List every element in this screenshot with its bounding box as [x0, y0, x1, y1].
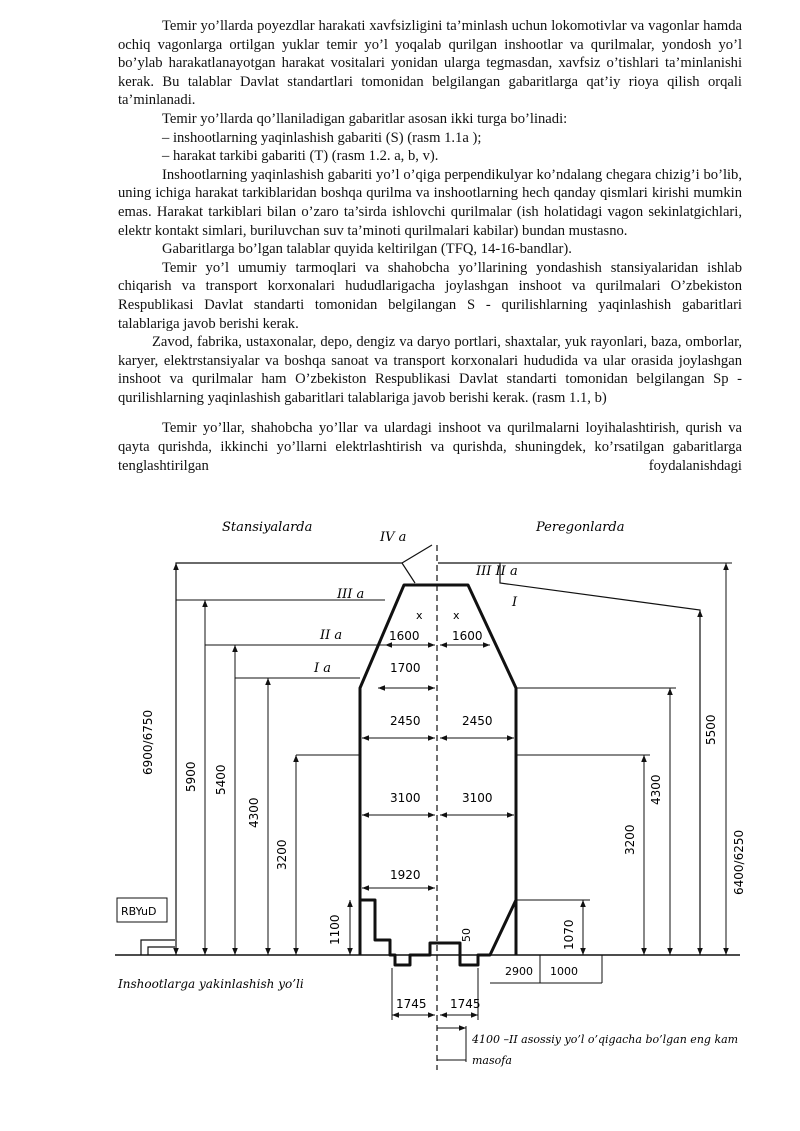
dim-3100-right: 3100 [462, 791, 493, 805]
vdim-1100: 1100 [328, 914, 342, 945]
vdim-50: 50 [460, 928, 473, 942]
vdim-4300-left: 4300 [247, 797, 261, 828]
structure-gauge-contour [360, 585, 516, 955]
dim-1700: 1700 [390, 661, 421, 675]
list-item-t: – harakat tarkibi gabariti (T) (rasm 1.2. a, b, v). [162, 148, 439, 165]
marker-x-right: x [453, 609, 460, 622]
dim-2450-left: 2450 [390, 714, 421, 728]
vdim-5400: 5400 [214, 764, 228, 795]
iva-pointer [402, 545, 432, 563]
paragraph-6: Zavod, fabrika, ustaxonalar, depo, dengiz va daryo portlari, shaxtalar, yuk rayonlari, baza, omborlar, karyer, elektrstansiyalar va boshqa sanoat va transport korxonalari hududida va ular orasida joylashgan inshoot va qurilmalar ham O’zbekiston Respublikasi Davlat standarti tomonidan belgilangan Sp - qurilishlarning yaqinlashish gabaritlari talablariga javob berishi kerak. (rasm 1.1, b) [118, 334, 742, 406]
vdim-6900: 6900/6750 [141, 709, 155, 775]
paragraph-4: Gabaritlarga bo’lgan talablar quyida keltirilgan (TFQ, 14-16-bandlar). [162, 241, 572, 258]
label-IIa: II a [320, 628, 343, 643]
vdim-6400: 6400/6250 [732, 829, 746, 895]
paragraph-1: Temir yo’llarda poyezdlar harakati xavfsizligini ta’minlash uchun lokomotivlar va vagonlar hamda ochiq vagonlarga ortilgan yuklar temir yo’l yoqalab qurilgan inshootlar va qurilmalar, yondosh yo’l bo’ylab harakatlanayotgan harakat vositalari yonidan ularga tegmasdan, xavfsiz o’tishlari ta’minlanishi kerak. Bu talablar Davlat standartlari tomonidan belgilangan gabaritlarga qat’iy rioya qilish orqali ta’minlanadi. [118, 18, 742, 109]
vdim-1070: 1070 [562, 919, 576, 950]
dim-2900: 2900 [505, 965, 533, 978]
vdim-5500: 5500 [704, 714, 718, 745]
body-text [118, 17, 742, 475]
dim-1000: 1000 [550, 965, 578, 978]
hauls-gauge-outline [438, 563, 700, 955]
list-item-s: – inshootlarning yaqinlashish gabariti (S) (rasm 1.1a ); [162, 129, 482, 146]
heading-hauls: Peregonlarda [536, 520, 625, 535]
min-distance-note: 4100 –II asossiy yo’l o’qigacha bo’lgan eng kam [472, 1033, 739, 1046]
dim-1745-right: 1745 [450, 997, 481, 1011]
label-Ia: I a [314, 661, 332, 676]
dim-1600-right: 1600 [452, 629, 483, 643]
heading-stations: Stansiyalarda [222, 520, 313, 535]
vdim-3200-right: 3200 [623, 824, 637, 855]
label-IVa: IV a [380, 530, 407, 545]
dim-1600-left: 1600 [389, 629, 420, 643]
paragraph-5: Temir yo’l umumiy tarmoqlari va shahobcha yo’llarining yondashish stansiyalaridan ishlab chiqarish va transport korxonalari hududlarigacha joylashgan inshoot va qurilmalari O’zbekiston Respublikasi Davlat standarti tomonidan belgilangan S - qurilishlarning yaqinlashish gabaritlari talablariga javob berishi kerak. [118, 259, 742, 332]
paragraph-3: Inshootlarning yaqinlashish gabariti yo’l o’qiga perpendikulyar ko’ndalang chegara chizig’i bo’lib, uning ichiga harakat tarkiblaridan boshqa qurilma va inshootlarning hech qanday qismlari kirishi mumkin emas. Harakat tarkiblari bilan o’zaro ta’sirda ishlovchi qurilmalar (ish holatidagi vagon sekinlatgichlari, elektr kontakt simlari, buriluvchan suv ta’minoti qurilmalari kabilar) bundan mustasno. [118, 166, 742, 239]
paragraph-7: Temir yo’llar, shahobcha yo’llar va ulardagi inshoot va qurilmalarni loyihalashtirish, qurish va qayta qurishda, ikkinchi yo’llarni elektrlashtirish va qurishda, shuningdek, ko’rsatilgan gabaritlarga tenglashtirilgan foydalanishdagi [118, 420, 742, 474]
label-IIIa-left: III a [337, 587, 365, 602]
marker-x-left: x [416, 609, 423, 622]
rbyud-label: RBYuD [121, 905, 157, 918]
label-IIIa-IIa: III II a [476, 564, 518, 579]
dim-3100-left: 3100 [390, 791, 421, 805]
vdim-4300-right: 4300 [649, 774, 663, 805]
approach-track-label: Inshootlarga yakinlashish yo’li [118, 977, 304, 991]
paragraph-2: Temir yo’llarda qo’llaniladigan gabaritlar asosan ikki turga bo’linadi: [162, 110, 568, 127]
label-I: I [512, 595, 518, 610]
dim-2450-right: 2450 [462, 714, 493, 728]
dim-1920: 1920 [390, 868, 421, 882]
min-distance-note-2: masofa [472, 1054, 512, 1067]
vdim-5900: 5900 [184, 761, 198, 792]
vdim-3200-left: 3200 [275, 839, 289, 870]
clearance-gauge-figure [0, 510, 800, 1110]
dim-1745-left: 1745 [396, 997, 427, 1011]
